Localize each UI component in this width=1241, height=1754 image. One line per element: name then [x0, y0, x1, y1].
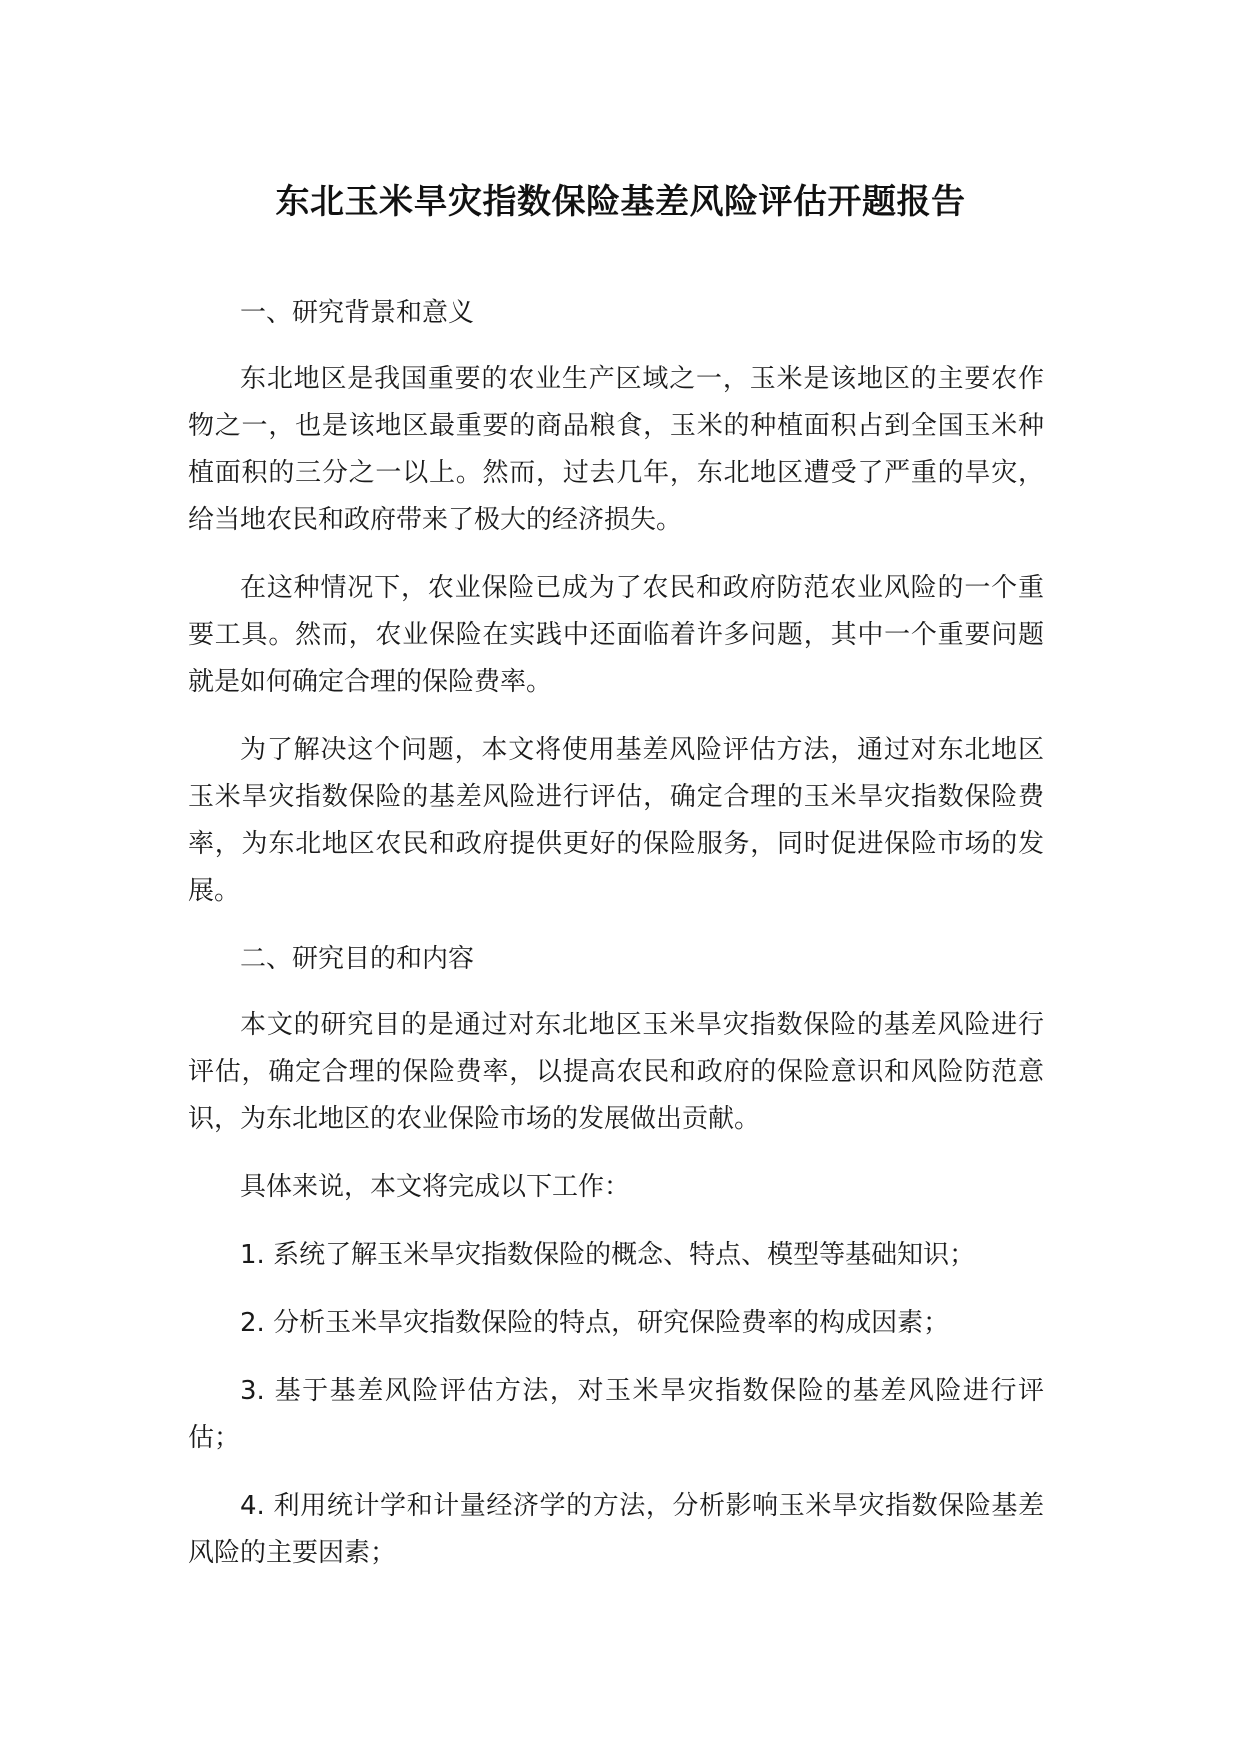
list-item-task-2: 2. 分析玉米旱灾指数保险的特点，研究保险费率的构成因素；	[240, 1308, 950, 1338]
paragraph-tasks-intro: 具体来说，本文将完成以下工作：	[240, 1172, 631, 1202]
list-item-task-4: 4. 利用统计学和计量经济学的方法，分析影响玉米旱灾指数保险基差风险的主要因素；	[188, 1491, 1044, 1568]
paragraph-method: 为了解决这个问题，本文将使用基差风险评估方法，通过对东北地区玉米旱灾指数保险的基差风险进行评估，确定合理的玉米旱灾指数保险费率，为东北地区农民和政府提供更好的保险服务，同时促进保险市场的发展。	[188, 735, 1044, 906]
section-heading-background: 一、研究背景和意义	[240, 298, 475, 328]
list-item-task-1: 1. 系统了解玉米旱灾指数保险的概念、特点、模型等基础知识；	[240, 1240, 976, 1270]
document-body	[188, 290, 1044, 1598]
section-heading-objectives: 二、研究目的和内容	[240, 944, 475, 974]
paragraph-insurance-tool: 在这种情况下，农业保险已成为了农民和政府防范农业风险的一个重要工具。然而，农业保险在实践中还面临着许多问题，其中一个重要问题就是如何确定合理的保险费率。	[188, 573, 1044, 697]
list-item-task-3: 3. 基于基差风险评估方法，对玉米旱灾指数保险的基差风险进行评估；	[188, 1376, 1044, 1453]
paragraph-objectives: 本文的研究目的是通过对东北地区玉米旱灾指数保险的基差风险进行评估，确定合理的保险费率，以提高农民和政府的保险意识和风险防范意识，为东北地区的农业保险市场的发展做出贡献。	[188, 1010, 1044, 1134]
document-title: 东北玉米旱灾指数保险基差风险评估开题报告	[275, 182, 966, 222]
paragraph-background: 东北地区是我国重要的农业生产区域之一，玉米是该地区的主要农作物之一，也是该地区最重要的商品粮食，玉米的种植面积占到全国玉米种植面积的三分之一以上。然而，过去几年，东北地区遭受了严重的旱灾，给当地农民和政府带来了极大的经济损失。	[188, 364, 1044, 535]
